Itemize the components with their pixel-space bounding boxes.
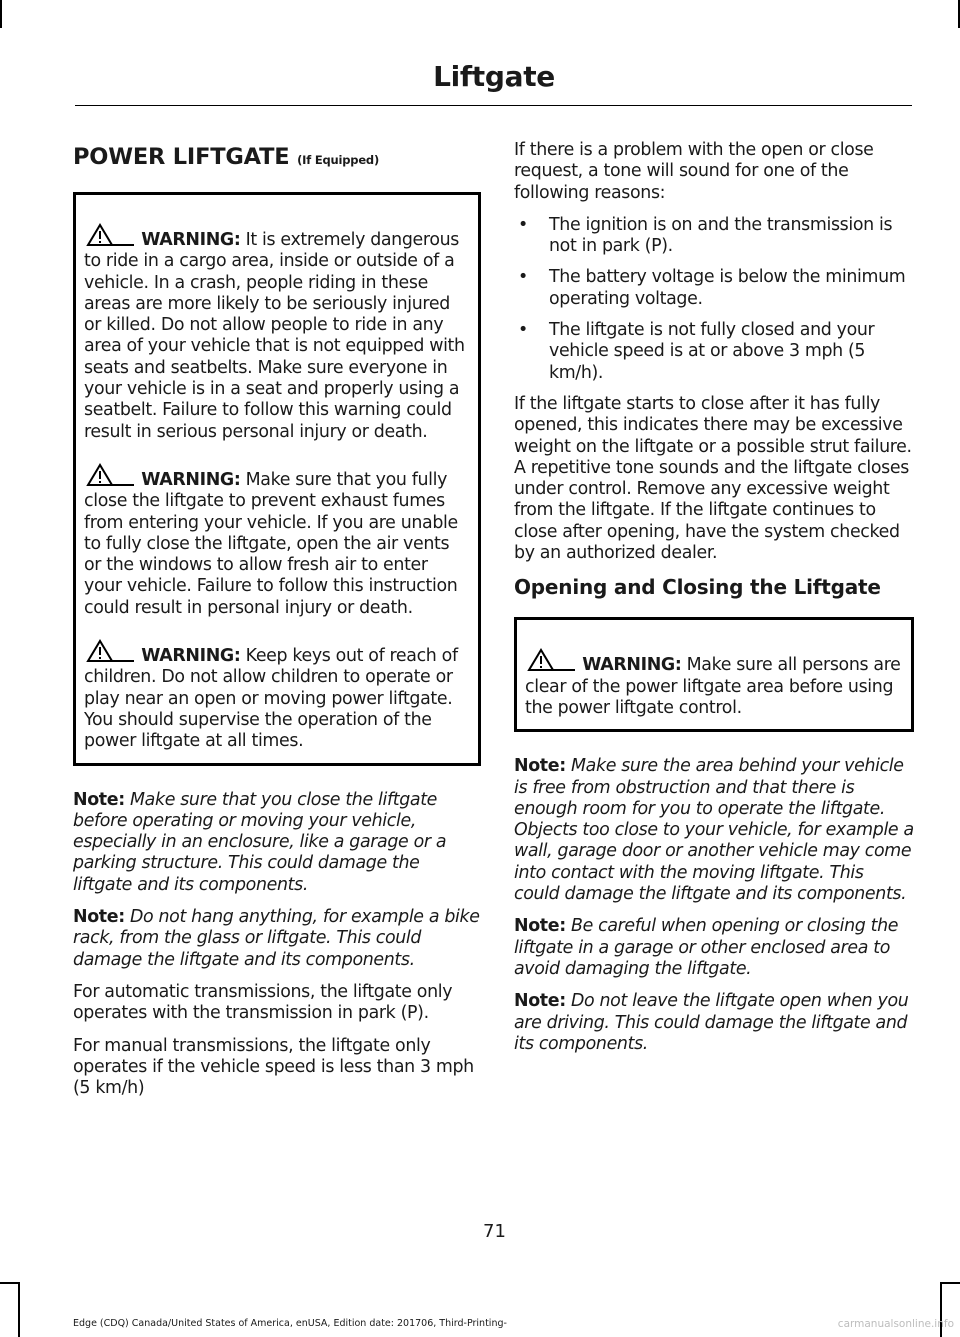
note-label: Note:: [514, 756, 566, 777]
page-number: 71: [483, 1221, 506, 1242]
section-title: POWER LIFTGATE (If Equipped): [73, 144, 380, 170]
note: [514, 916, 914, 980]
list-item: • The ignition is on and the transmission is not in park (P).: [518, 214, 893, 257]
list-item: • The liftgate is not fully closed and your vehicle speed is at or above 3 mph (5 km/h).: [518, 320, 875, 383]
warning-box: [73, 192, 481, 766]
warning-label: WARNING:: [582, 655, 682, 676]
left-column: [73, 140, 481, 1110]
note-label: Note:: [73, 907, 125, 928]
list-item: • The battery voltage is below the minimum operating voltage.: [518, 267, 906, 309]
page-header-title: Liftgate: [433, 60, 555, 93]
warning-triangle-icon: [86, 223, 136, 247]
crop-mark: [940, 1282, 960, 1284]
note: [514, 991, 914, 1055]
warning-box: [514, 617, 914, 732]
note-text: Be careful when opening or closing the liftgate in a garage or other enclosed area to avoid damaging the liftgate.: [514, 916, 899, 979]
warning-triangle-icon: [86, 639, 136, 663]
footer-edition: Edge (CDQ) Canada/United States of America, enUSA, Edition date: 201706, Third-Printing-: [73, 1318, 507, 1329]
note: [73, 907, 481, 971]
warning-text: It is extremely dangerous to ride in a cargo area, inside or outside of a vehicle. In a crash, people riding in these areas are more likely to be seriously injured or killed. Do not allow people to ride in any area of your vehicle that is not equipped with seats and seatbelts. Make sure everyone in your vehicle is in a seat and properly using a seatbelt. Failure to follow this warning could result in serious personal injury or death.: [84, 230, 465, 442]
header-rule: [75, 105, 912, 106]
warning-triangle-icon: [527, 648, 577, 672]
note: [514, 756, 914, 905]
section-qualifier: (If Equipped): [297, 153, 380, 167]
note-text: Do not hang anything, for example a bike rack, from the glass or liftgate. This could damage the liftgate and its components.: [73, 907, 480, 970]
note-label: Note:: [73, 789, 125, 810]
bullet: •: [518, 267, 528, 288]
bullet: •: [518, 320, 528, 341]
paragraph: If the liftgate starts to close after it has fully opened, this indicates there may be excessive weight on the liftgate or a possible strut failure. A repetitive tone sounds and the liftgate closes under control. Remove any excessive weight from the liftgate. If the liftgate continues to close after opening, have the system checked by an authorized dealer.: [514, 393, 912, 564]
subsection-title: Opening and Closing the Liftgate: [514, 575, 881, 600]
warning-text: Make sure that you fully close the liftgate to prevent exhaust fumes from entering your vehicle. If you are unable to fully close the liftgate, open the air vents or the windows to allow fresh air to enter your vehicle. Failure to follow this instruction could result in personal injury or death.: [84, 469, 458, 618]
reasons-list: [514, 215, 914, 384]
note: [73, 790, 481, 896]
warning-item: [525, 648, 903, 719]
note-text: Make sure that you close the liftgate before operating or moving your vehicle, especially in an enclosure, like a garage or a parking structure. This could damage the liftgate and its components.: [73, 789, 447, 895]
warning-triangle-icon: [86, 463, 136, 487]
warning-label: WARNING:: [141, 646, 241, 667]
paragraph: For manual transmissions, the liftgate only operates if the vehicle speed is less than 3 mph (5 km/h): [73, 1035, 474, 1099]
crop-mark: [0, 0, 2, 28]
warning-text: Make sure all persons are clear of the power liftgate area before using the power liftgate control.: [525, 655, 901, 718]
paragraph: If there is a problem with the open or close request, a tone will sound for one of the following reasons:: [514, 140, 874, 203]
paragraph: For automatic transmissions, the liftgate only operates with the transmission in park (P).: [73, 981, 453, 1024]
warning-item: [84, 639, 470, 752]
crop-mark: [0, 1282, 20, 1284]
note-text: Make sure the area behind your vehicle is free from obstruction and that there is enough room for you to operate the liftgate. Objects too close to your vehicle, for example a wall, garage door or another vehicle may come into contact with the moving liftgate. This could damage the liftgate and its components.: [514, 756, 914, 905]
warning-label: WARNING:: [141, 230, 241, 250]
warning-item: [84, 463, 470, 619]
note-text: Do not leave the liftgate open when you are driving. This could damage the liftgate and its components.: [514, 991, 909, 1054]
right-column: [514, 140, 914, 1066]
note-label: Note:: [514, 991, 566, 1012]
bullet: •: [518, 214, 528, 235]
warning-text: Keep keys out of reach of children. Do not allow children to operate or play near an open or moving power liftgate. You should supervise the operation of the power liftgate at all times.: [84, 646, 458, 752]
note-label: Note:: [514, 916, 566, 937]
warning-item: [84, 223, 470, 443]
warning-label: WARNING:: [141, 469, 241, 490]
watermark: carmanualsonline.info: [837, 1318, 954, 1330]
crop-mark: [18, 1282, 20, 1337]
